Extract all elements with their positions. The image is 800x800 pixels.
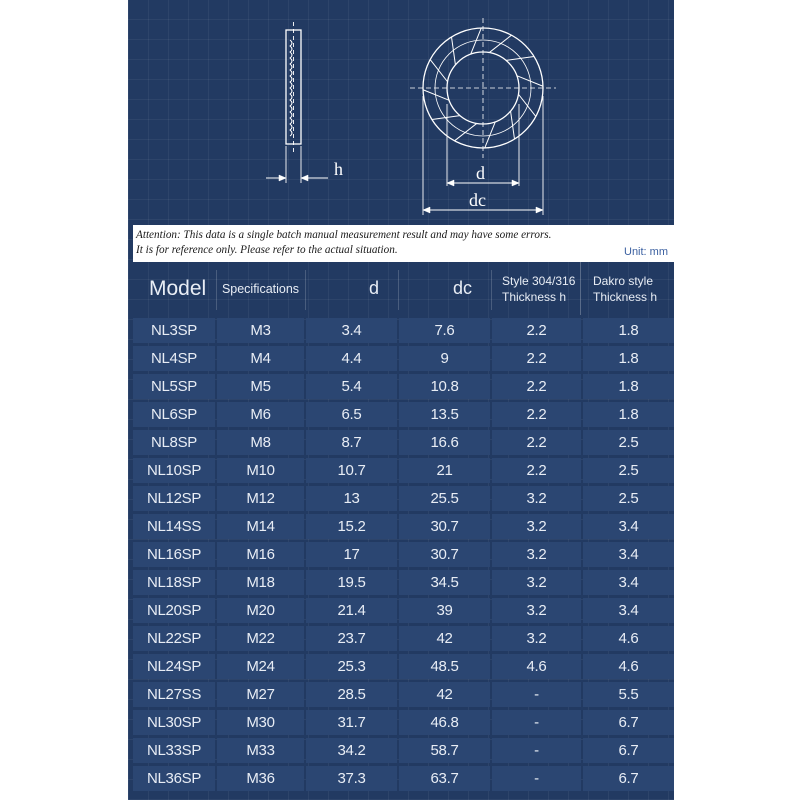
cell-dc: 30.7 (399, 514, 490, 539)
cell-dc: 63.7 (399, 766, 490, 791)
cell-specification: M22 (217, 626, 304, 651)
cell-style-thickness: 2.2 (492, 318, 581, 343)
cell-model: NL27SS (133, 682, 215, 707)
cell-dakro-thickness: 2.5 (583, 486, 674, 511)
cell-model: NL20SP (133, 598, 215, 623)
cell-specification: M4 (217, 346, 304, 371)
cell-dakro-thickness: 1.8 (583, 402, 674, 427)
cell-dakro-thickness: 4.6 (583, 626, 674, 651)
cell-dc: 46.8 (399, 710, 490, 735)
cell-dc: 25.5 (399, 486, 490, 511)
cell-specification: M24 (217, 654, 304, 679)
cell-dc: 21 (399, 458, 490, 483)
cell-d: 37.3 (306, 766, 397, 791)
cell-model: NL36SP (133, 766, 215, 791)
cell-specification: M5 (217, 374, 304, 399)
table-row (133, 542, 674, 570)
cell-d: 6.5 (306, 402, 397, 427)
notice-line-2: It is for reference only. Please refer to the actual situation. (136, 244, 398, 256)
cell-model: NL8SP (133, 430, 215, 455)
cell-style-thickness: 3.2 (492, 514, 581, 539)
table-row (133, 598, 674, 626)
cell-style-thickness: 2.2 (492, 402, 581, 427)
dimension-label-dc: dc (469, 190, 486, 210)
cell-model: NL6SP (133, 402, 215, 427)
header-model: Model (149, 276, 207, 300)
table-row (133, 374, 674, 402)
cell-dc: 58.7 (399, 738, 490, 763)
cell-style-thickness: 2.2 (492, 458, 581, 483)
cell-style-thickness: 2.2 (492, 374, 581, 399)
cell-dc: 9 (399, 346, 490, 371)
header-style-line-2: Thickness h (502, 289, 567, 304)
cell-style-thickness: 4.6 (492, 654, 581, 679)
cell-d: 5.4 (306, 374, 397, 399)
cell-d: 13 (306, 486, 397, 511)
cell-dc: 30.7 (399, 542, 490, 567)
cell-d: 17 (306, 542, 397, 567)
cell-dakro-thickness: 5.5 (583, 682, 674, 707)
cell-dakro-thickness: 1.8 (583, 318, 674, 343)
cell-specification: M27 (217, 682, 304, 707)
cell-dakro-thickness: 3.4 (583, 570, 674, 595)
table-row (133, 402, 674, 430)
header-separator (305, 270, 306, 310)
spec-table (133, 262, 674, 794)
cell-dakro-thickness: 2.5 (583, 458, 674, 483)
cell-d: 3.4 (306, 318, 397, 343)
table-row (133, 738, 674, 766)
cell-specification: M12 (217, 486, 304, 511)
cell-model: NL5SP (133, 374, 215, 399)
cell-dc: 34.5 (399, 570, 490, 595)
cell-style-thickness: 2.2 (492, 346, 581, 371)
header-style-line-1: Style 304/316 (502, 273, 576, 288)
table-body (133, 318, 674, 794)
cell-dakro-thickness: 2.5 (583, 430, 674, 455)
header-dakro-line-2: Thickness h (593, 289, 658, 304)
header-separator (216, 270, 217, 310)
cell-model: NL30SP (133, 710, 215, 735)
table-header-row (133, 262, 674, 318)
table-row (133, 430, 674, 458)
header-dakro-line-1: Dakro style (593, 273, 654, 288)
cell-d: 10.7 (306, 458, 397, 483)
cell-d: 34.2 (306, 738, 397, 763)
cell-model: NL4SP (133, 346, 215, 371)
cell-specification: M14 (217, 514, 304, 539)
cell-d: 4.4 (306, 346, 397, 371)
notice-line-1: Attention: This data is a single batch manual measurement result and may have some errors. (136, 229, 552, 241)
header-d: d (368, 278, 379, 298)
cell-specification: M20 (217, 598, 304, 623)
cell-style-thickness: - (492, 710, 581, 735)
cell-dakro-thickness: 3.4 (583, 598, 674, 623)
table-row (133, 486, 674, 514)
cell-model: NL3SP (133, 318, 215, 343)
cell-style-thickness: 3.2 (492, 570, 581, 595)
cell-d: 21.4 (306, 598, 397, 623)
cell-dakro-thickness: 4.6 (583, 654, 674, 679)
cell-dc: 10.8 (399, 374, 490, 399)
cell-d: 15.2 (306, 514, 397, 539)
cell-specification: M16 (217, 542, 304, 567)
cell-dakro-thickness: 3.4 (583, 514, 674, 539)
table-row (133, 318, 674, 346)
header-dakro-thickness (583, 262, 674, 315)
cell-style-thickness: 3.2 (492, 542, 581, 567)
header-specifications: Specifications (221, 281, 300, 296)
table-row (133, 458, 674, 486)
table-row (133, 654, 674, 682)
dimension-label-h: h (334, 159, 343, 179)
table-row (133, 514, 674, 542)
cell-dc: 48.5 (399, 654, 490, 679)
cell-d: 25.3 (306, 654, 397, 679)
table-row (133, 710, 674, 738)
cell-style-thickness: 2.2 (492, 430, 581, 455)
cell-specification: M8 (217, 430, 304, 455)
cell-dc: 13.5 (399, 402, 490, 427)
cell-dc: 42 (399, 626, 490, 651)
unit-label: Unit: mm (624, 246, 668, 258)
cell-model: NL16SP (133, 542, 215, 567)
header-separator (491, 270, 492, 310)
washer-side-view (266, 22, 328, 183)
cell-specification: M6 (217, 402, 304, 427)
cell-style-thickness: - (492, 766, 581, 791)
cell-style-thickness: 3.2 (492, 486, 581, 511)
table-row (133, 346, 674, 374)
cell-dakro-thickness: 6.7 (583, 738, 674, 763)
cell-dc: 39 (399, 598, 490, 623)
cell-dakro-thickness: 1.8 (583, 374, 674, 399)
cell-d: 19.5 (306, 570, 397, 595)
dimension-label-d: d (476, 163, 485, 183)
washer-technical-drawing (128, 0, 674, 225)
cell-dc: 42 (399, 682, 490, 707)
cell-style-thickness: 3.2 (492, 626, 581, 651)
table-row (133, 626, 674, 654)
cell-model: NL14SS (133, 514, 215, 539)
cell-specification: M30 (217, 710, 304, 735)
cell-dc: 7.6 (399, 318, 490, 343)
cell-model: NL22SP (133, 626, 215, 651)
cell-model: NL33SP (133, 738, 215, 763)
cell-dakro-thickness: 1.8 (583, 346, 674, 371)
cell-dakro-thickness: 6.7 (583, 710, 674, 735)
cell-dc: 16.6 (399, 430, 490, 455)
cell-specification: M36 (217, 766, 304, 791)
header-dc: dc (452, 278, 472, 298)
cell-dakro-thickness: 3.4 (583, 542, 674, 567)
cell-specification: M3 (217, 318, 304, 343)
cell-model: NL12SP (133, 486, 215, 511)
table-row (133, 682, 674, 710)
washer-front-view (410, 18, 556, 215)
cell-style-thickness: - (492, 738, 581, 763)
cell-model: NL10SP (133, 458, 215, 483)
cell-d: 23.7 (306, 626, 397, 651)
cell-dakro-thickness: 6.7 (583, 766, 674, 791)
cell-d: 31.7 (306, 710, 397, 735)
header-separator (398, 270, 399, 310)
cell-model: NL18SP (133, 570, 215, 595)
table-row (133, 766, 674, 794)
table-row (133, 570, 674, 598)
measurement-notice (133, 225, 674, 262)
cell-specification: M18 (217, 570, 304, 595)
cell-d: 8.7 (306, 430, 397, 455)
cell-style-thickness: 3.2 (492, 598, 581, 623)
cell-model: NL24SP (133, 654, 215, 679)
cell-d: 28.5 (306, 682, 397, 707)
header-style-thickness (492, 262, 581, 315)
cell-specification: M10 (217, 458, 304, 483)
cell-style-thickness: - (492, 682, 581, 707)
cell-specification: M33 (217, 738, 304, 763)
